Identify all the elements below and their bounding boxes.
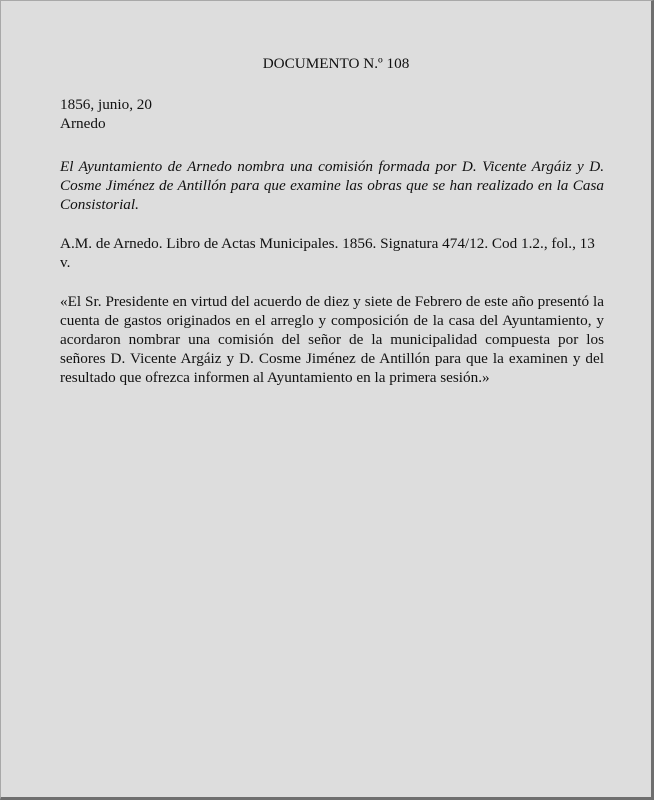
document-summary: El Ayuntamiento de Arnedo nombra una comisión formada por D. Vicente Argáiz y D. Cosme Jiménez de Antillón para que examine las obras que se han realizado en la Casa Consistorial. xyxy=(60,158,604,213)
document-date: 1856, junio, 20 xyxy=(60,96,152,113)
document-title: DOCUMENTO N.º 108 xyxy=(262,55,410,72)
document-place: Arnedo xyxy=(60,115,106,132)
document-meta xyxy=(60,95,604,133)
document-content xyxy=(60,54,604,387)
document-transcription: «El Sr. Presidente en virtud del acuerdo de diez y siete de Febrero de este año presentó la cuenta de gastos originados en el arreglo y composición de la casa del Ayuntamiento, y acordaron nombrar una comisión del señor de la municipalidad compuesta por los señores D. Vicente Argáiz y D. Cosme Jiménez de Antillón para que la examinen y del resultado que ofrezca informen al Ayuntamiento en la primera sesión.» xyxy=(60,293,604,386)
document-source: A.M. de Arnedo. Libro de Actas Municipales. 1856. Signatura 474/12. Cod 1.2., fol., 13 v. xyxy=(60,235,595,271)
